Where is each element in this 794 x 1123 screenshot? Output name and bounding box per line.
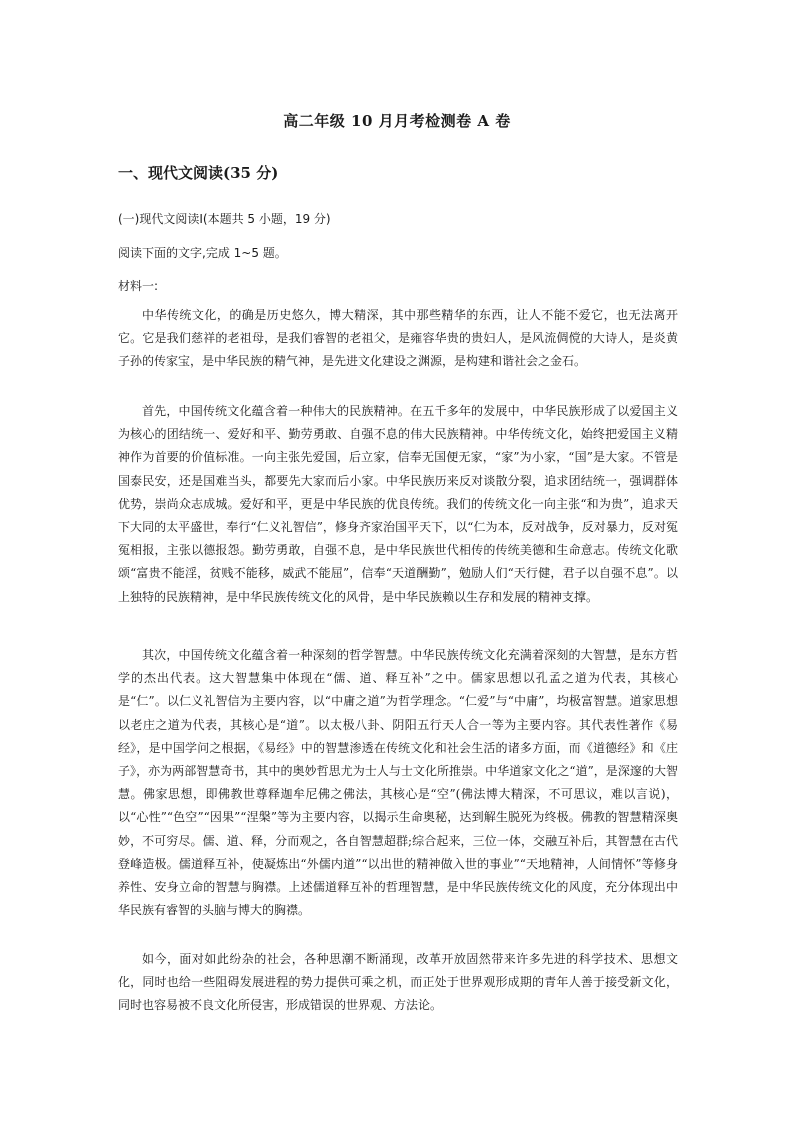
paragraph-3: 其次，中国传统文化蕴含着一种深刻的哲学智慧。中华民族传统文化充满着深刻的大智慧，是东方哲学的杰出代表。这大智慧集中体现在“儒、道、释互补”之中。儒家思想以孔孟之道为代表，其核心是“仁”。以仁义礼智信为主要内容，以“中庸之道”为哲学理念。“仁爱”与“中庸”，均极富智慧。道家思想以老庄之道为代表，其核心是“道”。以太极八卦、阴阳五行天人合一等为主要内容。其代表性著作《易经》，是中国学问之根据，《易经》中的智慧渗透在传统文化和社会生活的诸多方面，而《道德经》和《庄子》，亦为两部智慧奇书，其中的奥妙哲思尤为士人与士文化所推崇。中华道家文化之“道”，是深邃的大智慧。佛家思想，即佛教世尊释迦牟尼佛之佛法，其核心是“空”(佛法博大精深，不可思议，难以言说)，以“心性”“色空”“因果”“涅槃”等为主要内容，以揭示生命奥秘，达到解生脱死为终极。佛教的智慧精深奥妙，不可穷尽。儒、道、释，分而观之，各自智慧超群;综合起来，三位一体，交融互补后，其智慧在古代登峰造极。儒道释互补，使凝炼出“外儒内道”“以出世的精神做入世的事业”“天地精神，人间情怀”等修身养性、安身立命的智慧与胸襟。上述儒道释互补的哲理智慧，是中华民族传统文化的风度，充分体现出中华民族有睿智的头脑与博大的胸襟。 <box>118 648 678 918</box>
subsection-heading: (一)现代文阅读Ⅰ(本题共 5 小题，19 分) <box>118 212 331 226</box>
material-label: 材料一: <box>118 279 159 293</box>
section-heading: 一、现代文阅读(35 分) <box>118 164 279 182</box>
paragraph-2: 首先，中国传统文化蕴含着一种伟大的民族精神。在五千多年的发展中，中华民族形成了以爱国主义为核心的团结统一、爱好和平、勤劳勇敢、自强不息的伟大民族精神。中华传统文化，始终把爱国主义精神作为首要的价值标准。一向主张先爱国，后立家，信奉无国便无家，“家”为小家，“国”是大家。不管是国泰民安，还是国难当头，都要先大家而后小家。中华民族历来反对谈散分裂，追求团结统一，强调群体优势，崇尚众志成城。爱好和平，更是中华民族的优良传统。我们的传统文化一向主张“和为贵”，追求天下大同的太平盛世，奉行“仁义礼智信”，修身齐家治国平天下，以“仁为本，反对战争，反对暴力，反对冤冤相报，主张以德报怨。勤劳勇敢，自强不息，是中华民族世代相传的传统美德和生命意志。传统文化歌颂“富贵不能淫，贫贱不能移，威武不能屈”，信奉“天道酬勤”，勉励人们“天行健，君子以自强不息”。以上独特的民族精神，是中华民族传统文化的风骨，是中华民族赖以生存和发展的精神支撑。 <box>118 404 678 604</box>
exam-title: 高二年级 10 月月考检测卷 A 卷 <box>283 112 511 130</box>
paragraph-4: 如今，面对如此纷杂的社会，各种思潮不断涌现，改革开放固然带来许多先进的科学技术、思想文化，同时也给一些阻碍发展进程的势力提供可乘之机，而正处于世界观形成期的青年人善于接受新文化，同时也容易被不良文化所侵害，形成错误的世界观、方法论。 <box>118 952 678 1013</box>
paragraph-1: 中华传统文化，的确是历史悠久，博大精深，其中那些精华的东西，让人不能不爱它，也无法离开它。它是我们慈祥的老祖母，是我们睿智的老祖父，是雍容华贵的贵妇人，是风流倜傥的大诗人，是炎黄子孙的传家宝，是中华民族的精气神，是先进文化建设之渊源，是构建和谐社会之金石。 <box>118 308 678 369</box>
reading-instruction: 阅读下面的文字,完成 1~5 题。 <box>118 246 287 260</box>
